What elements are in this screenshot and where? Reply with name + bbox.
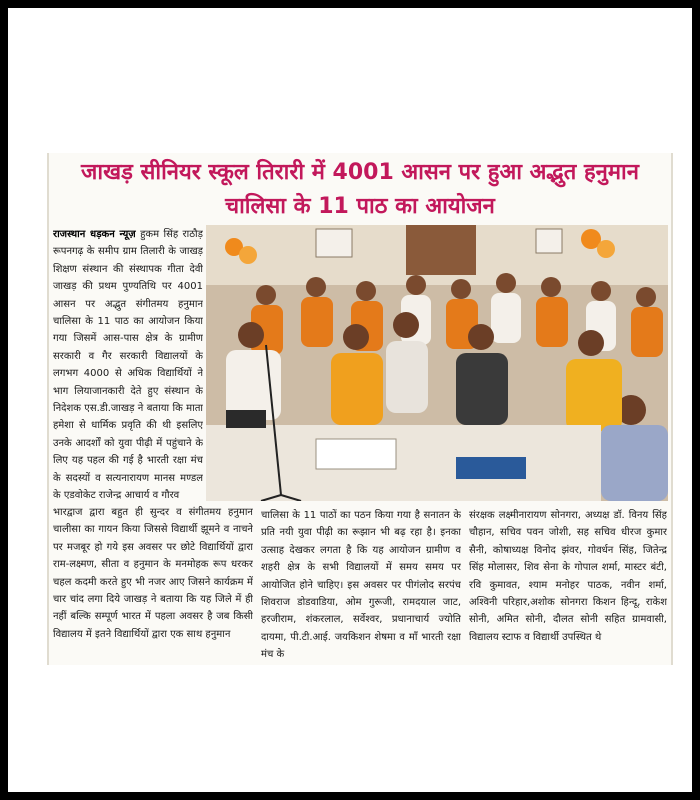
byline: राजस्थान धड़कन न्यूज़ (53, 229, 136, 240)
newspaper-clipping (47, 153, 673, 665)
article-text-2: चालिसा के 11 पाठों का पठन किया गया है सनातन के प्रति नयी युवा पीढ़ी का रूझान भी बढ़ रहा है। इनका उत्साह देखकर लगता है कि यह आयोजन ग्रामीण व शहरी क्षेत्र के सभी विद्यालयों में समय समय पर आयोजित होने चाहिए। इस अवसर पर पीगंलोद सरपंच शिवराज डोडवाडिया, ओम गुरूजी, रामदयाल जाट, हरजीराम, शंकरलाल, सर्वेश्वर, प्रधानाचार्य ज्योति दायमा, पी.टी.आई. जयकिशन शेषमा व माँ भारती रक्षा मंच के (261, 510, 461, 661)
headline-line-1: जाखड़ सीनियर स्कूल तिरारी में 4001 आसन पर हुआ अद्भुत हनुमान (81, 160, 639, 185)
article-column-1-bottom (53, 504, 253, 664)
article-column-3 (469, 507, 667, 663)
headline (49, 153, 671, 223)
article-column-1-top (53, 226, 203, 504)
page (8, 8, 692, 792)
article-text-1b: भारद्वाज द्वारा बहुत ही सुन्दर व संगीतमय हनुमान चालीसा का गायन किया जिससे विद्यार्थी झूमने व नाचने पर मजबूर हो गये इस अवसर पर छोटे विद्यार्थियों द्वारा राम-लक्ष्मण, सीता व हनुमान के मनमोहक रूप धरकर चहल कदमी करते हुए भी नजर आए जिसने कार्यक्रम में चार चांद लगा दिये जाखड़ ने बताया कि यह जिले में ही नहीं बल्कि सम्पूर्ण भारत में पहला अवसर है जब किसी विद्यालय में इतने विद्यार्थियों द्वारा एक साथ हनुमान (53, 507, 253, 640)
article-text-1: हुकम सिंह राठौड़ रूपनगढ़ के समीप ग्राम तिलारी के जाखड़ शिक्षण संस्थान की संस्थापक गीता देवी जाखड़ की प्रथम पुण्यतिथि पर 4001 आसन पर अद्भुत संगीतमय हनुमान चालिसा के 11 पाठ का आयोजन किया गया जिसमें आस-पास क्षेत्र के ग्रामीण सरकारी व गैर सरकारी विद्यालयों के लगभग 4000 से अधिक विद्यार्थियों ने भाग लियाजानकारी देते हुए संस्थान के निदेशक एस.डी.जाखड़ ने बताया कि माता हमेशा से धार्मिक प्रवृति की थी इसलिए उनके आदर्शों को युवा पीढ़ी में पहुंचाने के लिए यह पहल की गई है भारती रक्षा मंच के सदस्यों व सत्यनारायण मानस मण्डल के एडवोकेट राजेन्द्र आचार्य व गौरव (53, 229, 203, 502)
event-photo-illustration (206, 225, 668, 501)
article-column-2 (261, 507, 461, 663)
headline-line-2: चालिसा के 11 पाठ का आयोजन (225, 194, 495, 219)
article-text-3: संरक्षक लक्ष्मीनारायण सोनगरा, अध्यक्ष डॉ. विनय सिंह चौहान, सचिव पवन जोशी, सह सचिव धीरज कुमार सैनी, कोषाध्यक्ष विनोद झंवर, गोवर्धन सिंह, जितेन्द्र सिंह मोलासर, शिव सेना के गोपाल शर्मा, मास्टर बंटी, रवि कुमावत, श्याम मनोहर पाठक, नवीन शर्मा, अश्विनी परिहार,अशोक सोनगरा किशन हिन्दू, राकेश सोनी, अमित सोनी, दौलत सोनी सहित ग्रामवासी, विद्यालय स्टाफ व विद्यार्थी उपस्थित थे (469, 510, 667, 643)
event-photo (206, 225, 668, 501)
